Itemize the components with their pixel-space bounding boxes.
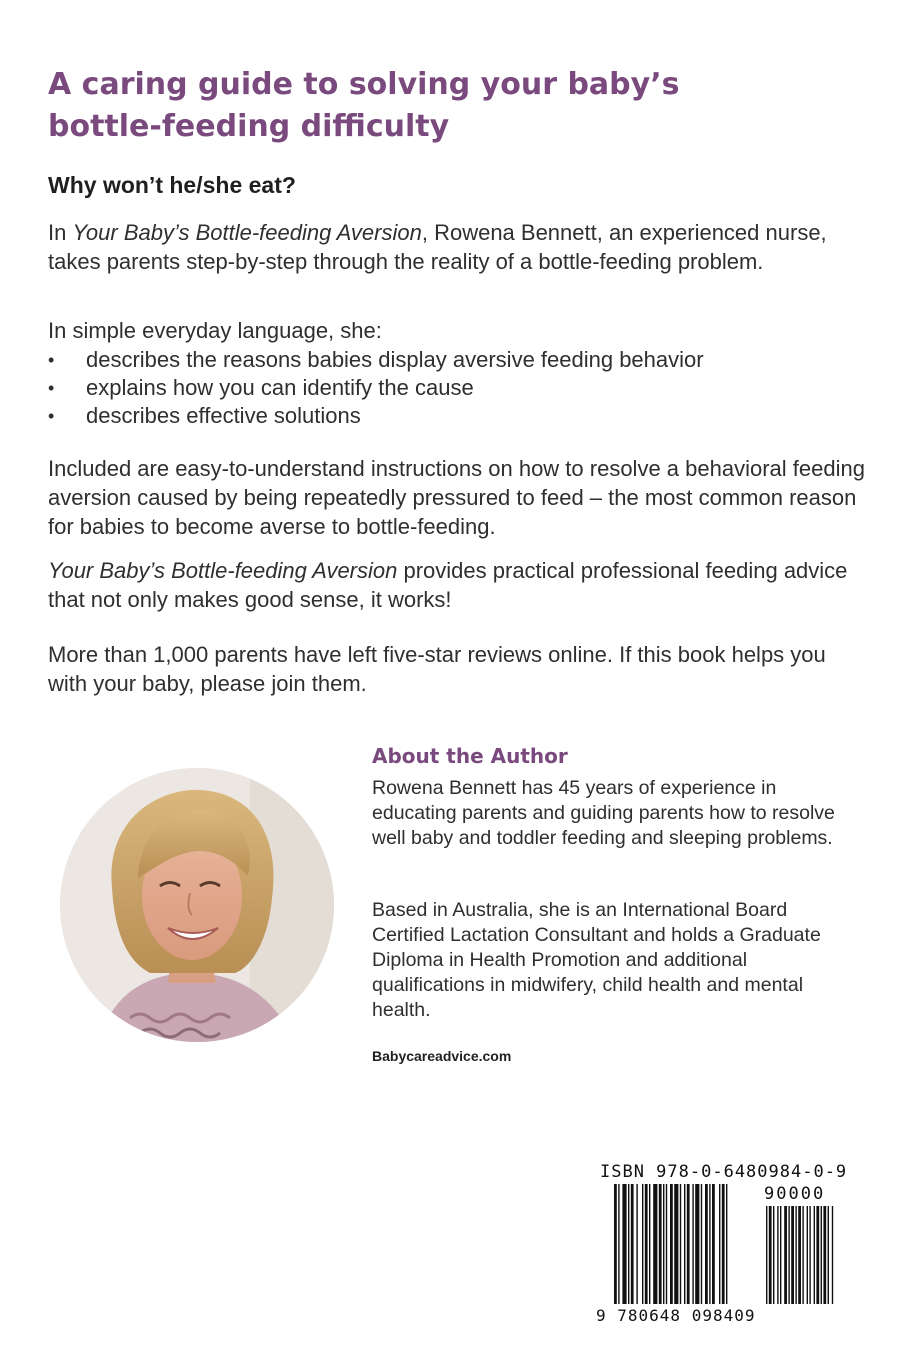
barcode-bar [618,1184,619,1304]
barcode-bar [653,1184,657,1304]
addon-bar [773,1206,774,1304]
barcode-bar [631,1184,634,1304]
list-item-text: describes effective solutions [86,403,361,428]
isbn-text: ISBN 978-0-6480984-0-9 [600,1162,848,1182]
barcode-bar [666,1184,667,1304]
barcode-bar [649,1184,650,1304]
bullet-icon: • [48,350,55,370]
barcode-bar [709,1184,710,1304]
addon-bar [823,1206,826,1304]
practical-rest: provides practical professional feeding advice that not only makes good sense, it works! [48,558,848,612]
isbn-barcode [594,1160,856,1330]
price-addon-digits: 90000 [764,1184,826,1204]
barcode-bar [614,1184,617,1304]
practical-book-title: Your Baby’s Bottle-feeding Aversion [48,558,398,583]
addon-bar [795,1206,796,1304]
intro-prefix: In [48,220,73,245]
addon-bar [807,1206,808,1304]
barcode-bar [684,1184,685,1304]
barcode-bar [726,1184,727,1304]
about-author-heading: About the Author [372,744,568,768]
addon-bar [798,1206,801,1304]
list-intro: In simple everyday language, she: [48,318,382,343]
intro-book-title: Your Baby’s Bottle-feeding Aversion [72,220,422,245]
barcode-bar [680,1184,681,1304]
headline [48,64,868,148]
reviews-paragraph: More than 1,000 parents have left five-star reviews online. If this book helps you with your baby, please join them. [48,642,826,696]
addon-bar [816,1206,819,1304]
author-credentials-paragraph: Based in Australia, she is an International Board Certified Lactation Consultant and holds a Graduate Diploma in Health Promotion and additional qualifications in midwifery, child health and mental health. [372,899,821,1021]
barcode-bar [719,1184,720,1304]
headline-line-1: A caring guide to solving your baby’s [48,67,680,102]
list-item [48,402,848,430]
barcode-bar [645,1184,648,1304]
barcode-bar [701,1184,702,1304]
barcode-bar [659,1184,662,1304]
practical-paragraph [48,556,868,614]
list-item [48,346,848,374]
barcode-bar [622,1184,626,1304]
barcode-bar [670,1184,673,1304]
barcode-bar [712,1184,715,1304]
bullet-icon: • [48,406,55,426]
addon-bar [766,1206,767,1304]
list-item-text: describes the reasons babies display aversive feeding behavior [86,347,704,372]
addon-bar [832,1206,833,1304]
barcode-bar [722,1184,725,1304]
addon-bar [814,1206,815,1304]
bullet-icon: • [48,378,55,398]
included-paragraph: Included are easy-to-understand instructions on how to resolve a behavioral feeding aversion caused by being repeatedly pressured to feed – the most common reason for babies to become averse to bottle-feeding. [48,456,865,539]
list-item-text: explains how you can identify the cause [86,375,474,400]
website-link: Babycareadvice.com [372,1048,512,1064]
barcode-bar [636,1184,637,1304]
addon-bar [791,1206,794,1304]
addon-bar [821,1206,822,1304]
headline-line-2: bottle-feeding difficulty [48,109,450,144]
addon-bar [769,1206,772,1304]
barcode-bar [642,1184,643,1304]
addon-bar [780,1206,781,1304]
feature-list [48,346,848,430]
barcode-bar [663,1184,664,1304]
barcode-bar [687,1184,690,1304]
intro-paragraph [48,218,868,276]
subheading: Why won’t he/she eat? [48,172,296,198]
author-photo [60,768,334,1042]
addon-bar [788,1206,789,1304]
addon-bar [784,1206,787,1304]
list-item [48,374,848,402]
barcode-bar [705,1184,708,1304]
barcode-bar [695,1184,699,1304]
barcode-bar [628,1184,629,1304]
author-bio-paragraph: Rowena Bennett has 45 years of experience in educating parents and guiding parents how to resolve well baby and toddler feeding and sleeping problems. [372,777,835,849]
ean-digits: 9 780648 098409 [596,1306,756,1325]
addon-bar [828,1206,829,1304]
barcode-bar [692,1184,693,1304]
addon-bar [777,1206,778,1304]
intro-rest: , Rowena Bennett, an experienced nurse, takes parents step-by-step through the reality of a bottle-feeding problem. [48,220,827,274]
addon-bar [809,1206,810,1304]
barcode-bar [674,1184,678,1304]
addon-bar [802,1206,803,1304]
